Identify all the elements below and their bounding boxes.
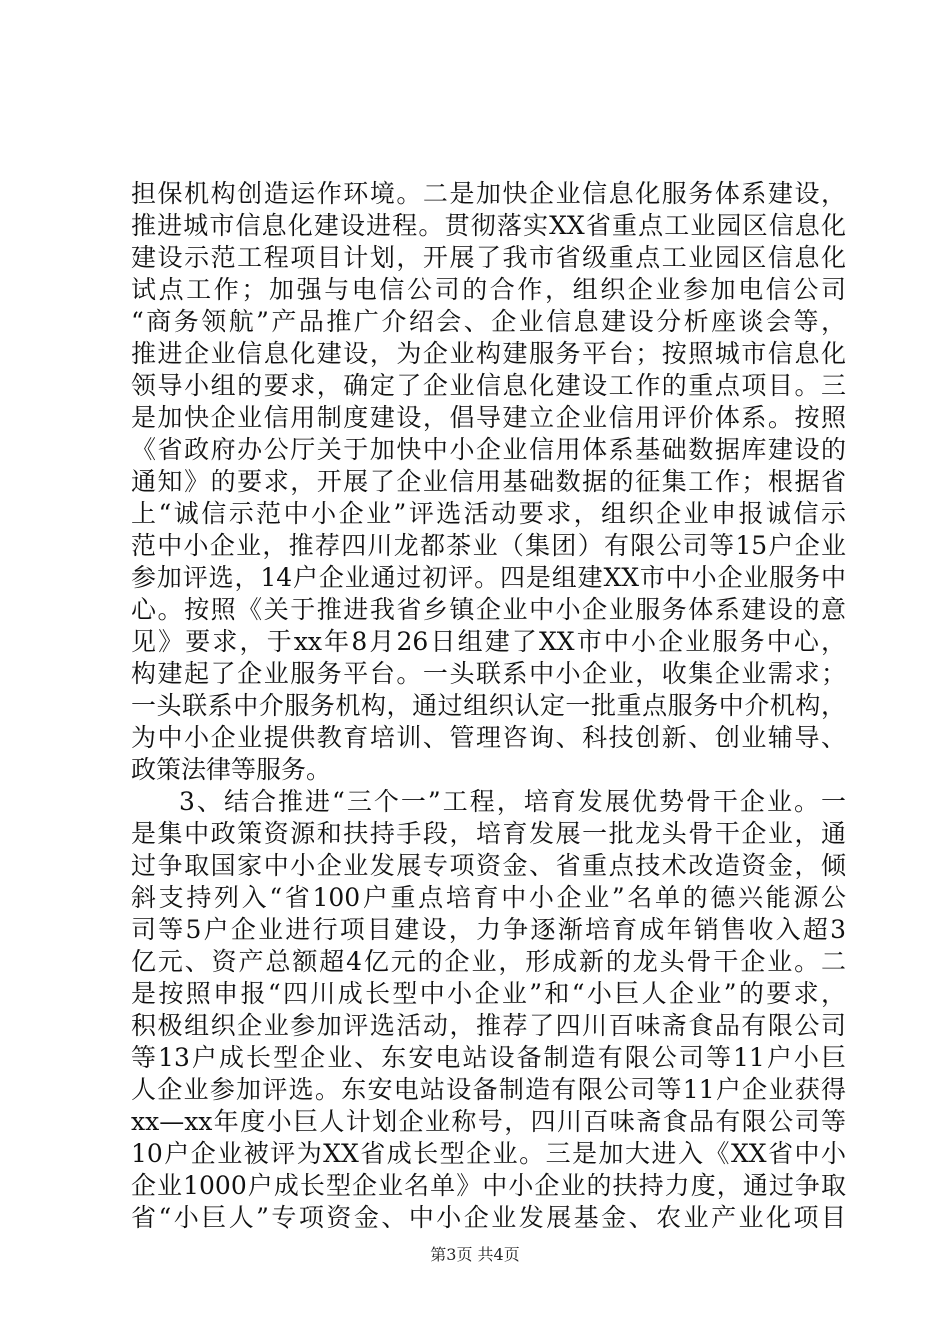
text-line: 一头联系中介服务机构，通过组织认定一批重点服务中介机构， [131, 691, 846, 720]
text-line: “商务领航”产品推广介绍会、企业信息建设分析座谈会等， [131, 307, 846, 336]
text-line: xx—xx年度小巨人计划企业称号，四川百味斋食品有限公司等 [131, 1107, 846, 1136]
text-line: 人企业参加评选。东安电站设备制造有限公司等11户企业获得 [131, 1075, 846, 1104]
text-line: 积极组织企业参加评选活动，推荐了四川百味斋食品有限公司 [131, 1011, 846, 1040]
text-line: 政策法律等服务。 [131, 755, 332, 784]
paragraph-first-line: 3、结合推进“三个一”工程，培育发展优势骨干企业。一 [179, 787, 846, 816]
text-line: 推进企业信息化建设，为企业构建服务平台；按照城市信息化 [131, 339, 846, 368]
text-line: 斜支持列入“省100户重点培育中小企业”名单的德兴能源公 [131, 883, 846, 912]
text-line: 心。按照《关于推进我省乡镇企业中小企业服务体系建设的意 [131, 595, 846, 624]
text-line: 是集中政策资源和扶持手段，培育发展一批龙头骨干企业，通 [131, 819, 846, 848]
text-line: 构建起了企业服务平台。一头联系中小企业，收集企业需求； [131, 659, 846, 688]
page-footer: 第3页 共4页 [430, 1245, 520, 1264]
text-line: 领导小组的要求，确定了企业信息化建设工作的重点项目。三 [131, 371, 846, 400]
text-line: 担保机构创造运作环境。二是加快企业信息化服务体系建设， [131, 179, 846, 208]
text-line: 见》要求，于xx年8月26日组建了XX市中小企业服务中心， [131, 627, 846, 656]
text-line: 10户企业被评为XX省成长型企业。三是加大进入《XX省中小 [131, 1139, 846, 1168]
text-line: 《省政府办公厅关于加快中小企业信用体系基础数据库建设的 [131, 435, 846, 464]
text-line: 亿元、资产总额超4亿元的企业，形成新的龙头骨干企业。二 [131, 947, 846, 976]
text-line: 是按照申报“四川成长型中小企业”和“小巨人企业”的要求， [131, 979, 846, 1008]
text-line: 范中小企业，推荐四川龙都茶业（集团）有限公司等15户企业 [131, 531, 846, 560]
text-line: 省“小巨人”专项资金、中小企业发展基金、农业产业化项目 [131, 1203, 846, 1232]
text-line: 试点工作；加强与电信公司的合作，组织企业参加电信公司 [131, 275, 846, 304]
text-line: 通知》的要求，开展了企业信用基础数据的征集工作；根据省 [131, 467, 846, 496]
text-line: 上“诚信示范中小企业”评选活动要求，组织企业申报诚信示 [131, 499, 846, 528]
body-text [131, 178, 846, 1234]
text-line: 企业1000户成长型企业名单》中小企业的扶持力度，通过争取 [131, 1171, 846, 1200]
text-line: 等13户成长型企业、东安电站设备制造有限公司等11户小巨 [131, 1043, 846, 1072]
text-line: 过争取国家中小企业发展专项资金、省重点技术改造资金，倾 [131, 851, 846, 880]
text-line: 建设示范工程项目计划，开展了我市省级重点工业园区信息化 [131, 243, 846, 272]
text-line: 为中小企业提供教育培训、管理咨询、科技创新、创业辅导、 [131, 723, 846, 752]
text-line: 是加快企业信用制度建设，倡导建立企业信用评价体系。按照 [131, 403, 846, 432]
text-line: 司等5户企业进行项目建设，力争逐渐培育成年销售收入超3 [131, 915, 846, 944]
text-line: 推进城市信息化建设进程。贯彻落实XX省重点工业园区信息化 [131, 211, 846, 240]
text-line: 参加评选，14户企业通过初评。四是组建XX市中小企业服务中 [131, 563, 846, 592]
